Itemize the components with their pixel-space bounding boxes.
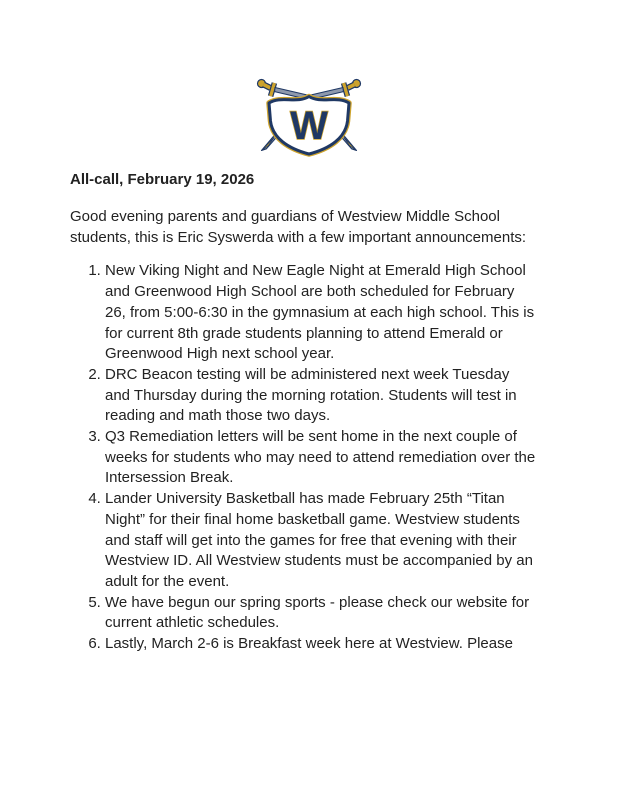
announcement-item: 6. Lastly, March 2-6 is Breakfast week here at Westview. Please (105, 634, 537, 655)
announcement-item: 1. New Viking Night and New Eagle Night at Emerald High School and Greenwood High School are both scheduled for February 26, from 5:00-6:30 in the gymnasium at each high school. This is for current 8th grade students planning to attend Emerald or Greenwood High next school year. (105, 261, 537, 365)
announcement-item: 4. Lander University Basketball has made February 25th “Titan Night” for their final home basketball game. Westview students and staff will get into the games for free that evening with their Westview ID. All Westview students must be accompanied by an adult for the event. (105, 489, 537, 593)
crest-monogram: W (290, 104, 328, 148)
announcement-item: 3. Q3 Remediation letters will be sent home in the next couple of weeks for students who may need to attend remediation over the Intersession Break. (105, 427, 537, 489)
school-crest-logo (253, 71, 365, 159)
announcements-list (70, 261, 537, 654)
document-title: All-call, February 19, 2026 (70, 171, 255, 188)
announcement-item: 5. We have begun our spring sports - please check our website for current athletic schedules. (105, 593, 537, 634)
intro-paragraph: Good evening parents and guardians of Westview Middle School students, this is Eric Syswerda with a few important announcements: (70, 208, 527, 246)
announcement-item: 2. DRC Beacon testing will be administered next week Tuesday and Thursday during the morning rotation. Students will test in reading and math those two days. (105, 365, 537, 427)
